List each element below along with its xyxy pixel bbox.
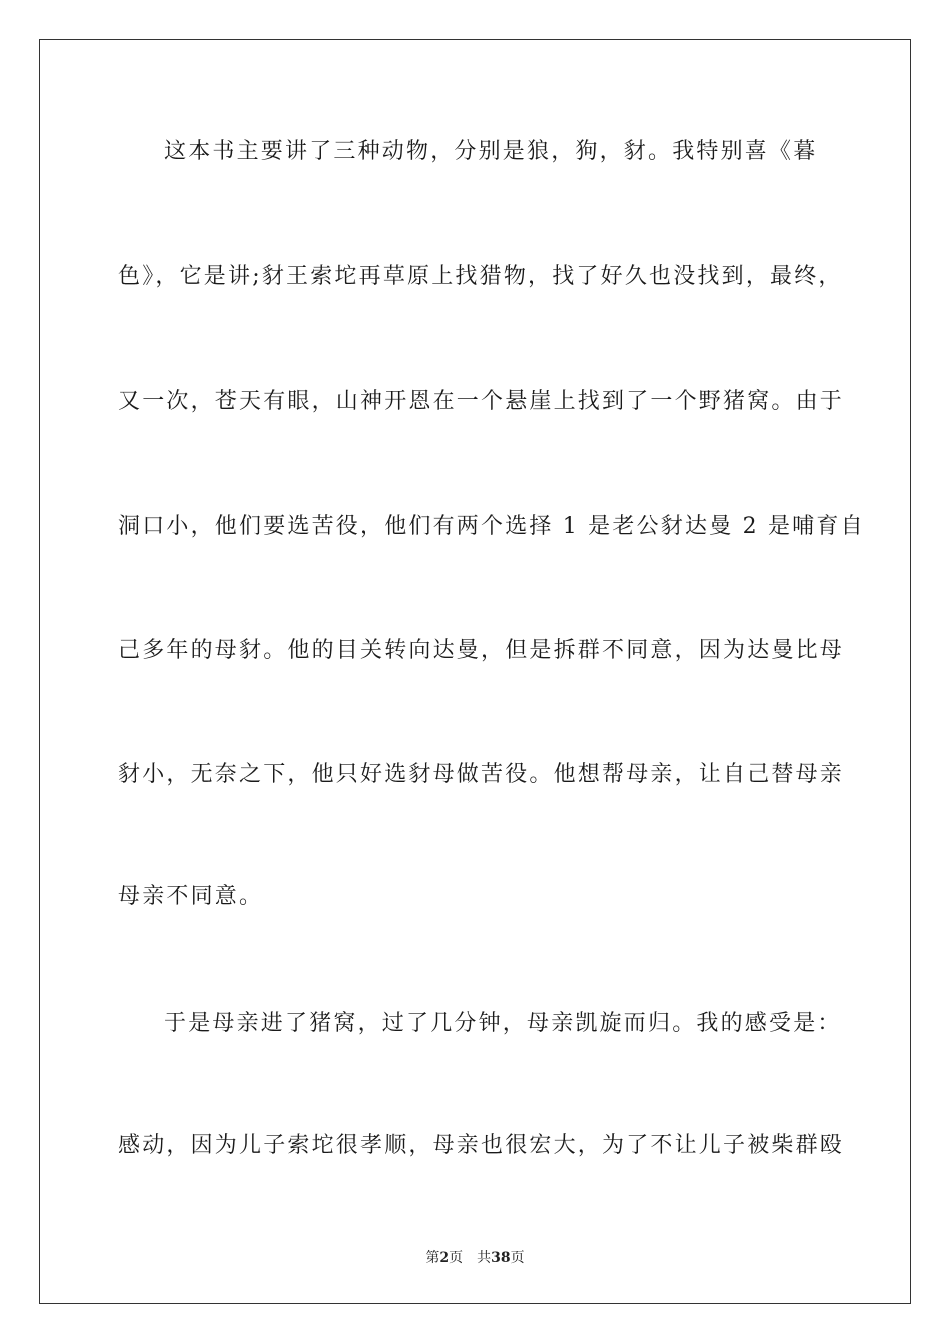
text-line: 己多年的母豺。他的目关转向达曼，但是拆群不同意，因为达曼比母	[118, 638, 845, 663]
page-suffix: 页	[449, 1250, 464, 1266]
page-prefix: 第	[425, 1250, 440, 1266]
text-line: 母亲不同意。	[118, 884, 264, 909]
page-number: 2	[439, 1250, 450, 1266]
text-line: 感动，因为儿子索坨很孝顺，母亲也很宏大，为了不让儿子被柴群殴	[118, 1133, 845, 1158]
text-line: 色》，它是讲;豺王索坨再草原上找猎物，找了好久也没找到，最终，	[118, 264, 843, 289]
page-border	[39, 39, 911, 1304]
text-line: 又一次，苍天有眼，山神开恩在一个悬崖上找到了一个野猪窝。由于	[118, 389, 845, 414]
total-prefix: 共	[477, 1250, 492, 1266]
text-line: 于是母亲进了猪窝，过了几分钟，母亲凯旋而归。我的感受是：	[164, 1011, 842, 1036]
text-line: 这本书主要讲了三种动物，分别是狼，狗，豺。我特别喜《暮	[164, 139, 818, 164]
page-footer	[0, 1249, 950, 1267]
text-line: 豺小，无奈之下，他只好选豺母做苦役。他想帮母亲，让自己替母亲	[118, 762, 845, 787]
total-pages: 38	[491, 1250, 511, 1266]
text-line: 洞口小，他们要选苦役，他们有两个选择 1 是老公豺达曼 2 是哺育自	[118, 514, 865, 539]
total-suffix: 页	[510, 1250, 525, 1266]
